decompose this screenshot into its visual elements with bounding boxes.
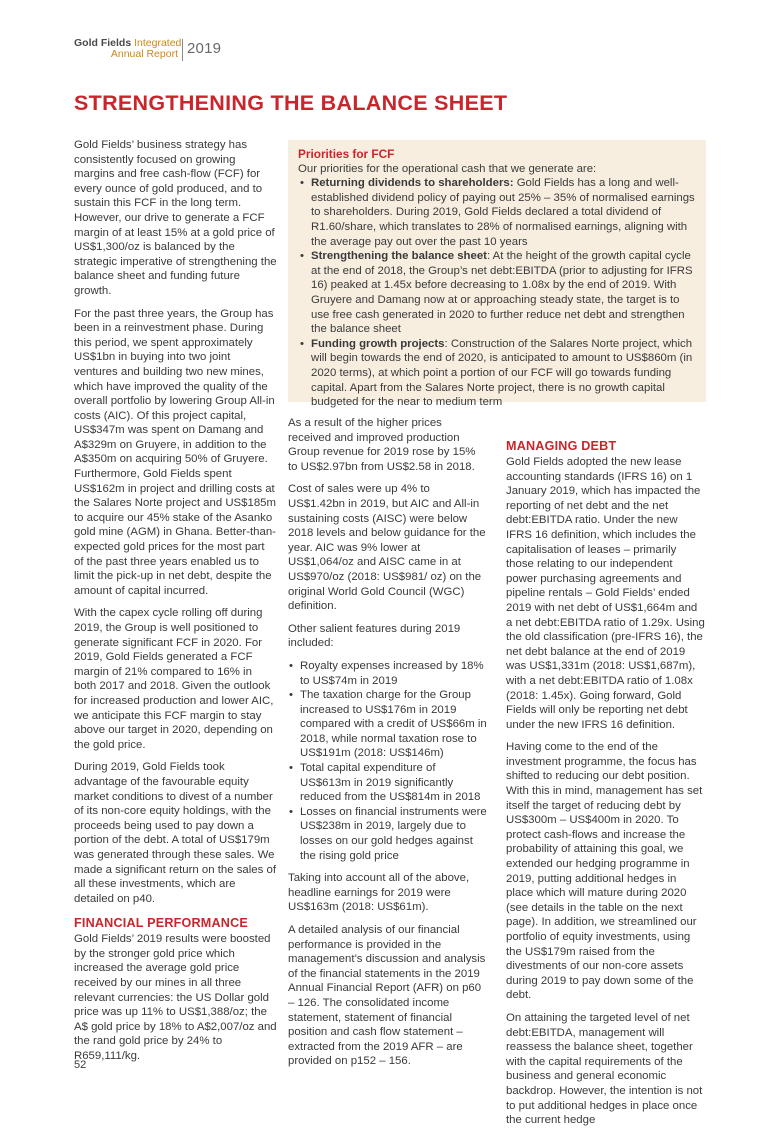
brand-annual-report: Annual Report bbox=[110, 48, 178, 60]
header-divider bbox=[182, 39, 183, 61]
page-number: 52 bbox=[74, 1059, 87, 1071]
priorities-intro: Our priorities for the operational cash that we generate are: bbox=[298, 162, 597, 175]
column-middle bbox=[288, 416, 488, 1077]
managing-debt-heading: MANAGING DEBT bbox=[506, 439, 617, 453]
priorities-list bbox=[298, 176, 697, 410]
priority-text: Gold Fields has a long and well-established dividend policy of paying out 25% – 35% of normalised earnings to shareholders. During 2019, Gold Fields declared a total dividend of R1.60/share, which translates to 28% of normalised earnings, aligning with the average pay out over the past 10 years bbox=[311, 177, 695, 248]
analysis-reference-paragraph: A detailed analysis of our financial performance is provided in the management’s discussion and analysis of the financial statements in the 2019 Annual Financial Report (AFR) on p60 – 126. The consolidated income statement, statement of financial position and cash flow statement – extracted from the 2019 AFR – are provided on p152 – 156. bbox=[288, 924, 486, 1068]
brand-integrated: Integrated bbox=[134, 37, 182, 49]
salient-features-list bbox=[288, 659, 488, 863]
reassess-paragraph: On attaining the targeted level of net debt:EBITDA, management will reassess the balance sheet, together with the capital requirements of the business and general economic backdrop. However, the intention is not to put additional hedges in place once the current hedge bbox=[506, 1011, 703, 1127]
list-item: • Total capital expenditure of US$613m in 2019 significantly reduced from the US$814m in 2018 bbox=[288, 761, 488, 805]
priority-item-growth bbox=[298, 337, 697, 410]
list-item: • The taxation charge for the Group increased to US$176m in 2019 compared with a credit of US$66m in 2018, while normal taxation rose to US$191m (2018: US$146m) bbox=[288, 688, 488, 761]
priorities-title: Priorities for FCF bbox=[298, 147, 395, 161]
priority-text: : Construction of the Salares Norte project, which will begin towards the end of 2020, is anticipated to amount to US$860m (in 2020 terms), at which point a portion of our FCF will go towards funding capital. Apart from the Salares Norte project, there is no growth capital budgeted for the near to medium term bbox=[311, 337, 693, 409]
report-year: 2019 bbox=[187, 40, 222, 57]
priority-lead: Strengthening the balance sheet bbox=[311, 250, 487, 263]
debt-reduction-paragraph: Having come to the end of the investment programme, the focus has shifted to reducing our debt position. With this in mind, management has set itself the target of reducing debt by US$300m – US$400m in 2020. To protect cash-flows and increase the probability of attaining this goal, we extended our hedging programme in 2019, putting additional hedges in place which will mature during 2020 (see details in the table on the next page). In addition, we streamlined our portfolio of equity investments, using the US$179m raised from the divestments of our non-core assets during 2019 to pay down some of the debt. bbox=[506, 741, 703, 1002]
ifrs16-paragraph: Gold Fields adopted the new lease accounting standards (IFRS 16) on 1 January 2019, which has impacted the reporting of net debt and the net debt:EBITDA ratio. Under the new IFRS 16 definition, which includes the capitalisation of leases – primarily those relating to our independent power purchasing agreements and pipeline rentals – Gold Fields’ ended 2019 with net debt of US$1,664m and a net debt:EBITDA ratio of 1.29x. Using the old classification (pre-IFRS 16), the net debt balance at the end of 2019 was US$1,331m (2018: US$1,687m), with a net debt:EBITDA ratio of 1.08x (2018: 1.45x). Going forward, Gold Fields will only be reporting net debt under the new IFRS 16 definition. bbox=[506, 456, 705, 731]
list-item: • Royalty expenses increased by 18% to US$74m in 2019 bbox=[288, 659, 488, 688]
salient-features-intro: Other salient features during 2019 included: bbox=[288, 622, 461, 650]
reinvestment-paragraph: For the past three years, the Group has been in a reinvestment phase. During this period, we spent approximately US$1bn in buying into two joint ventures and building two new mines, which have improved the quality of the overall portfolio by lowering Group All-in costs (AIC). Of this project capital, US$347m was spent on Damang and A$329m on Gruyere, in addition to the A$350m on acquiring 50% of Gruyere. Furthermore, Gold Fields spent US$162m in project and drilling costs at the Salares Norte project and US$185m to acquire our 45% stake of the Asanko gold mine (AGM) in Ghana. Better-than-expected gold prices for the most part of the past three years enabled us to limit the pick-up in net debt, despite the amount of capital incurred. bbox=[74, 307, 276, 597]
cost-paragraph: Cost of sales were up 4% to US$1.42bn in 2019, but AIC and All-in sustaining costs (AISC) were below 2018 levels and below guidance for the year. AIC was 9% lower at US$1,064/oz and AISC came in at US$970/oz (2018: US$981/ oz) on the original World Gold Council (WGC) definition. bbox=[288, 483, 486, 613]
column-right bbox=[506, 439, 706, 1136]
priority-text: : At the height of the growth capital cycle at the end of 2018, the Group’s net debt:EBITDA (prior to adjusting for IFRS 16) peaked at 1.45x before decreasing to 1.08x by the end of 2019. With Gruyere and Damang now at or approaching steady state, the target is to use free cash generated in 2020 to further reduce net debt and strengthen the balance sheet bbox=[311, 250, 693, 336]
column-left bbox=[74, 138, 277, 1072]
revenue-paragraph: As a result of the higher prices received and improved production Group revenue for 2019 rose by 15% to US$2.97bn from US$2.58 in 2018. bbox=[288, 417, 476, 473]
priority-item-balance-sheet bbox=[298, 249, 697, 337]
priorities-box bbox=[288, 140, 706, 409]
brand-wordmark bbox=[74, 37, 182, 60]
financial-performance-heading: FINANCIAL PERFORMANCE bbox=[74, 916, 248, 931]
divestment-paragraph: During 2019, Gold Fields took advantage of the favourable equity market conditions to divest of a number of its non-core equity holdings, with the proceeds being used to pay down a portion of the debt. A total of US$179m was generated through these sales. We made a significant return on the sales of all these investments, which are detailed on p40. bbox=[74, 761, 276, 905]
financial-performance-paragraph: Gold Fields’ 2019 results were boosted by the stronger gold price which increased the average gold price received by our mines in all three relevant currencies: the US Dollar gold price was up 11% to US$1,388/oz; the A$ gold price by 18% to A$2,007/oz and the rand gold price by 24% to R659,111/kg. bbox=[74, 933, 277, 1063]
list-item: • Losses on financial instruments were US$238m in 2019, largely due to losses on our gold hedges against the rising gold price bbox=[288, 805, 488, 863]
brand-name: Gold Fields bbox=[74, 37, 132, 49]
priority-item-dividends bbox=[298, 176, 697, 249]
priority-lead: Returning dividends to shareholders: bbox=[311, 177, 514, 190]
page-title: STRENGTHENING THE BALANCE SHEET bbox=[74, 91, 508, 115]
intro-paragraph: Gold Fields’ business strategy has consistently focused on growing margins and free cash-flow (FCF) for every ounce of gold produced, and to sustain this FCF in the long term. However, our drive to generate a FCF margin of at least 15% at a gold price of US$1,300/oz is balanced by the strategic imperative of strengthening the balance sheet and funding future growth. bbox=[74, 139, 277, 297]
headline-earnings-paragraph: Taking into account all of the above, headline earnings for 2019 were US$163m (2018: US$61m). bbox=[288, 872, 470, 914]
priority-lead: Funding growth projects bbox=[311, 337, 445, 350]
capex-paragraph: With the capex cycle rolling off during 2019, the Group is well positioned to generate significant FCF in 2020. For 2019, Gold Fields generated a FCF margin of 21% compared to 16% in both 2017 and 2018. Given the outlook for increased production and lower AIC, we anticipate this FCF margin to stay above our target in 2020, depending on the gold price. bbox=[74, 607, 274, 751]
